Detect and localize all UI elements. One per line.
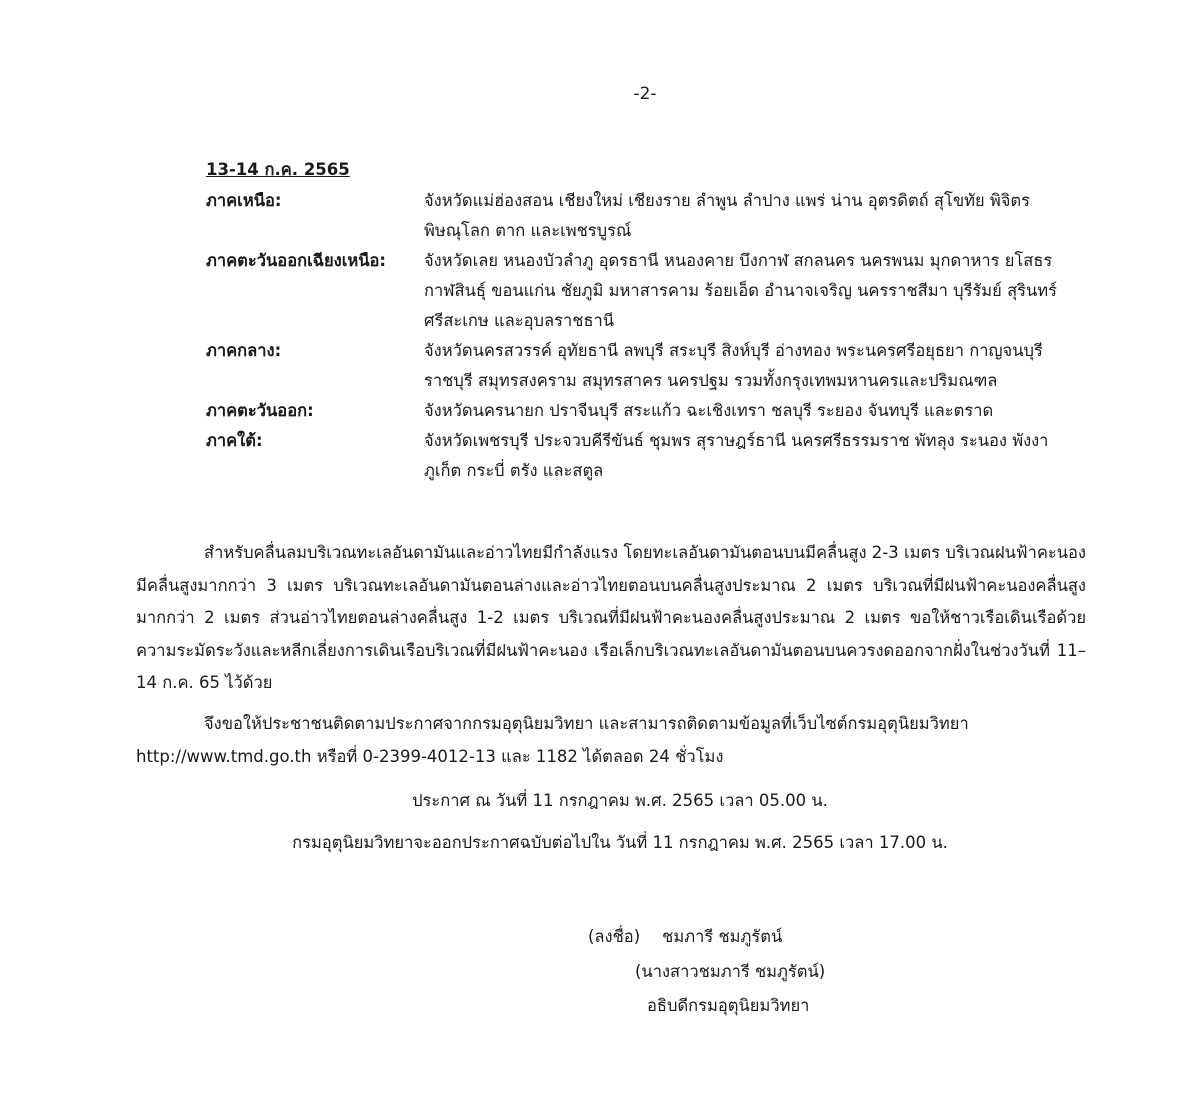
waves-paragraph — [136, 537, 1086, 700]
region-south — [206, 426, 1106, 486]
province-line: พิษณุโลก ตาก และเพชรบูรณ์ — [424, 221, 632, 240]
province-line: จังหวัดเพชรบุรี ประจวบคีรีขันธ์ ชุมพร สุราษฎร์ธานี นครศรีธรรมราช พัทลุง ระนอง พังงา — [424, 431, 1049, 450]
region-east — [206, 396, 1106, 426]
signed-name: ชมภารี ชมภูรัตน์ — [662, 927, 783, 946]
region-label: ภาคกลาง: — [206, 341, 282, 360]
announced-line: ประกาศ ณ วันที่ 11 กรกฎาคม พ.ศ. 2565 เวลา 05.00 น. — [412, 791, 828, 810]
waves-text: สำหรับคลื่นลมบริเวณทะเลอันดามันและอ่าวไทยมีกำลังแรง โดยทะเลอันดามันตอนบนมีคลื่นสูง 2-3 เมตร บริเวณฝนฟ้าคะนองมีคลื่นสูงมากกว่า 3 เมตร บริเวณทะเลอันดามันตอนล่างและอ่าวไทยตอนบนคลื่นสูงประมาณ 2 เมตร บริเวณที่มีฝนฟ้าคะนองคลื่นสูงมากกว่า 2 เมตร ส่วนอ่าวไทยตอนล่างคลื่นสูง 1-2 เมตร บริเวณที่มีฝนฟ้าคะนองคลื่นสูงประมาณ 2 เมตร ขอให้ชาวเรือเดินเรือด้วยความระมัดระวังและหลีกเลี่ยงการเดินเรือบริเวณที่มีฝนฟ้าคะนอง เรือเล็กบริเวณทะเลอันดามันตอนบนควรงดออกจากฝั่งในช่วงวันที่ 11–14 ก.ค. 65 ไว้ด้วย — [136, 543, 1086, 692]
province-line: กาฬสินธุ์ ขอนแก่น ชัยภูมิ มหาสารคาม ร้อยเอ็ด อำนาจเจริญ นครราชสีมา บุรีรัมย์ สุรินทร์ — [424, 281, 1058, 300]
region-provinces — [424, 186, 1106, 246]
province-line: จังหวัดเลย หนองบัวลำภู อุดรธานี หนองคาย บึงกาฬ สกลนคร นครพนม มุกดาหาร ยโสธร — [424, 251, 1053, 270]
region-label: ภาคตะวันออก: — [206, 401, 314, 420]
region-label: ภาคใต้: — [206, 431, 263, 450]
region-provinces — [424, 426, 1106, 486]
province-line: จังหวัดแม่ฮ่องสอน เชียงใหม่ เชียงราย ลำพูน ลำปาง แพร่ น่าน อุตรดิตถ์ สุโขทัย พิจิตร — [424, 191, 1031, 210]
follow-paragraph — [136, 708, 1086, 773]
signatory-position: อธิบดีกรมอุตุนิยมวิทยา — [647, 996, 810, 1015]
province-line: ภูเก็ต กระบี่ ตรัง และสตูล — [424, 461, 604, 480]
region-northeast — [206, 246, 1106, 336]
signature-line — [588, 920, 782, 954]
region-central — [206, 336, 1106, 396]
region-list — [206, 186, 1106, 486]
date-heading: 13-14 ก.ค. 2565 — [206, 160, 350, 179]
region-label: ภาคเหนือ: — [206, 191, 282, 210]
region-provinces — [424, 336, 1106, 396]
province-line: ศรีสะเกษ และอุบลราชธานี — [424, 311, 615, 330]
signed-label: (ลงชื่อ) — [588, 927, 641, 946]
region-provinces — [424, 396, 1106, 426]
follow-text: จึงขอให้ประชาชนติดตามประกาศจากกรมอุตุนิยมวิทยา และสามารถติดตามข้อมูลที่เว็บไซต์กรมอุตุนิยมวิทยา — [204, 714, 969, 733]
region-north — [206, 186, 1106, 246]
website-link[interactable]: http://www.tmd.go.th — [136, 746, 312, 766]
contact-text: หรือที่ 0-2399-4012-13 และ 1182 ได้ตลอด 24 ชั่วโมง — [311, 746, 724, 766]
page-number: -2- — [633, 84, 657, 104]
province-line: จังหวัดนครนายก ปราจีนบุรี สระแก้ว ฉะเชิงเทรา ชลบุรี ระยอง จันทบุรี และตราด — [424, 401, 994, 420]
region-label: ภาคตะวันออกเฉียงเหนือ: — [206, 251, 387, 270]
region-provinces — [424, 246, 1106, 336]
signatory-full-name: (นางสาวชมภารี ชมภูรัตน์) — [635, 962, 826, 981]
next-announcement-line: กรมอุตุนิยมวิทยาจะออกประกาศฉบับต่อไปใน วันที่ 11 กรกฎาคม พ.ศ. 2565 เวลา 17.00 น. — [292, 833, 948, 852]
province-line: จังหวัดนครสวรรค์ อุทัยธานี ลพบุรี สระบุรี สิงห์บุรี อ่างทอง พระนครศรีอยุธยา กาญจนบุรี — [424, 341, 1043, 360]
province-line: ราชบุรี สมุทรสงคราม สมุทรสาคร นครปฐม รวมทั้งกรุงเทพมหานครและปริมณฑล — [424, 371, 998, 390]
